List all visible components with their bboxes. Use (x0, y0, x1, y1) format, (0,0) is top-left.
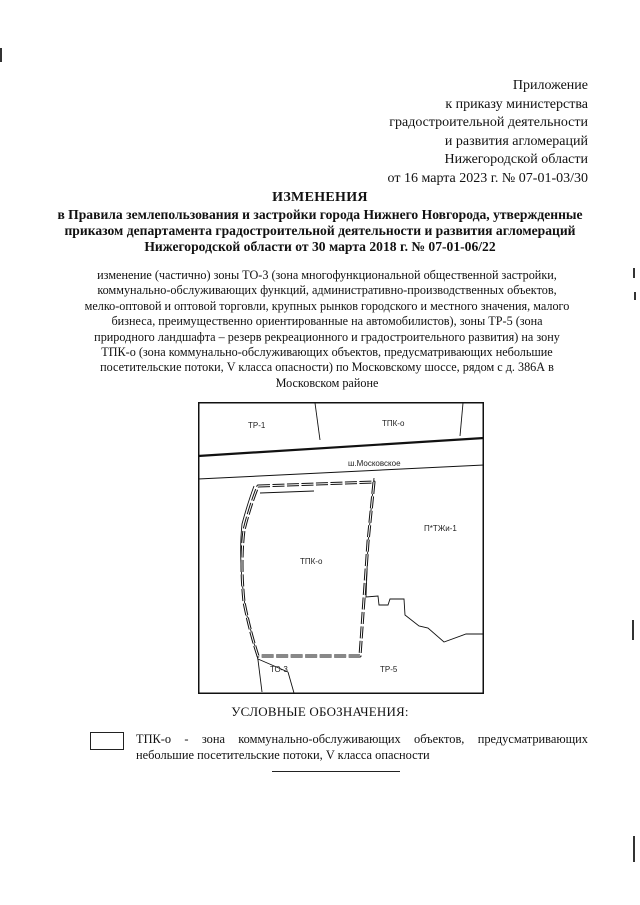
subtitle-line: приказом департамента градостроительной деятельности и развития агломераций (64, 223, 576, 238)
scan-mark-right-4 (633, 836, 635, 862)
appendix-line: градостроительной деятельности (389, 115, 588, 130)
document-title: ИЗМЕНЕНИЯ (272, 190, 368, 205)
label-to3: ТО-3 (270, 665, 288, 674)
document-title-block (0, 190, 640, 255)
appendix-line: и развития агломераций (444, 133, 588, 149)
description-line: посетительские потоки, V класса опасности) по Московскому шоссе, рядом с д. 386А в (100, 360, 554, 375)
description-line: изменение (частично) зоны ТО-3 (зона многофункциональной общественной застройки, (97, 268, 557, 282)
legend-line: небольшие посетительские потоки, V класса опасности (136, 747, 430, 762)
label-tpk-main: ТПК-о (300, 557, 323, 566)
legend-title: УСЛОВНЫЕ ОБОЗНАЧЕНИЯ: (231, 704, 409, 719)
appendix-line: к приказу министерства (445, 96, 588, 112)
scan-mark-right-3 (632, 620, 634, 640)
appendix-line: от 16 марта 2023 г. № 07-01-03/30 (387, 170, 588, 186)
legend-item-text (136, 732, 588, 763)
description-line: Московском районе (275, 375, 379, 390)
scan-mark-right-2 (634, 292, 636, 300)
description-line: бизнеса, преимущественно ориентированные на автомобилистов), зоны ТР-5 (зона (111, 314, 543, 329)
scan-mark-left (0, 48, 2, 62)
description-line: мелко-оптовой и оптовой торговли, крупных рынков городского и местного значения, малого (84, 298, 570, 313)
label-ptzhi: П*ТЖи-1 (424, 524, 457, 533)
description-line: коммунально-обслуживающих функций, административно-производственных объектов, (97, 283, 557, 298)
change-description (84, 268, 570, 391)
document-subtitle (0, 207, 640, 255)
description-line: ТПК-о (зона коммунально-обслуживающих объектов, предусматривающих небольшие (101, 345, 553, 360)
subtitle-line: в Правила землепользования и застройки города Нижнего Новгорода, утвержденные (57, 207, 583, 222)
label-tr1: ТР-1 (248, 421, 266, 430)
legend-swatch (90, 732, 124, 750)
label-tpk-top: ТПК-о (382, 419, 405, 428)
description-line: природного ландшафта – резерв рекреационного и градостроительного развития) на зону (94, 329, 560, 344)
end-divider (272, 771, 400, 772)
legend-line: ТПК-о - зона коммунально-обслуживающих объектов, предусматривающих (136, 732, 588, 746)
subtitle-line: Нижегородской области от 30 марта 2018 г. № 07-01-06/22 (144, 239, 496, 254)
appendix-line: Приложение (512, 78, 588, 93)
zoning-map (198, 402, 484, 694)
label-tr5: ТР-5 (380, 665, 398, 674)
appendix-block (388, 77, 588, 188)
scan-mark-right-1 (633, 268, 635, 278)
appendix-line: Нижегородской области (444, 152, 588, 167)
label-road: ш.Московское (348, 459, 401, 468)
